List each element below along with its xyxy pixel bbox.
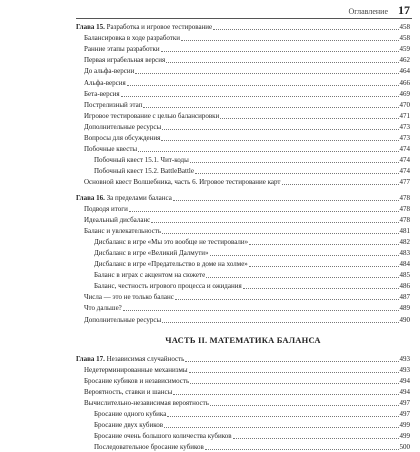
entry-page: 499 — [399, 421, 410, 430]
entry-page: 458 — [399, 34, 410, 43]
entry-page: 487 — [399, 293, 410, 302]
leader-dots — [213, 29, 398, 30]
toc-chapter-15 — [76, 21, 410, 32]
chapter-page: 478 — [399, 193, 410, 202]
toc-entry — [76, 236, 410, 247]
toc-entry — [76, 313, 410, 324]
leader-dots — [249, 266, 399, 267]
chapter-page: 458 — [399, 23, 410, 32]
toc-entry — [76, 132, 410, 143]
table-of-contents — [76, 21, 410, 452]
leader-dots — [181, 40, 398, 41]
entry-page: 474 — [399, 167, 410, 176]
entry-page: 499 — [399, 432, 410, 441]
entry-title: Бросание двух кубиков — [94, 421, 164, 430]
entry-title: Побочные квесты — [84, 145, 138, 154]
toc-entry — [76, 214, 410, 225]
entry-page: 470 — [399, 100, 410, 109]
entry-title: Основной квест Волшебника, часть 6. Игровое тестирование карт — [84, 178, 281, 187]
leader-dots — [161, 51, 399, 52]
toc-entry — [76, 121, 410, 132]
entry-page: 494 — [399, 387, 410, 396]
leader-dots — [164, 427, 398, 428]
entry-title: Бросание очень большого количества кубиков — [94, 432, 232, 441]
chapter-label: Глава 17. — [76, 354, 105, 363]
leader-dots — [185, 361, 398, 362]
leader-dots — [205, 449, 399, 450]
entry-page: 471 — [399, 111, 410, 120]
entry-title: Бросание одного кубика — [94, 410, 167, 419]
toc-chapter-16 — [76, 191, 410, 202]
entry-page: 483 — [399, 248, 410, 257]
entry-title: Что дальше? — [84, 304, 122, 313]
toc-entry — [76, 430, 410, 441]
toc-entry — [76, 99, 410, 110]
chapter-15-entries — [76, 32, 410, 187]
leader-dots — [282, 184, 399, 185]
running-head — [76, 2, 410, 16]
leader-dots — [127, 85, 399, 86]
toc-entry — [76, 225, 410, 236]
leader-dots — [143, 107, 398, 108]
entry-title: Ранние этапы разработки — [84, 45, 160, 54]
toc-entry — [76, 43, 410, 54]
entry-title: Баланс, честность игрового процесса и ожидания — [94, 282, 242, 291]
toc-entry — [76, 375, 410, 386]
entry-page: 473 — [399, 134, 410, 143]
entry-title: Идеальный дисбаланс — [84, 215, 151, 224]
entry-page: 459 — [399, 45, 410, 54]
chapter-label: Глава 15. — [76, 23, 105, 32]
entry-page: 474 — [399, 145, 410, 154]
entry-page: 484 — [399, 260, 410, 269]
entry-page: 478 — [399, 204, 410, 213]
toc-entry — [76, 397, 410, 408]
leader-dots — [162, 322, 398, 323]
leader-dots — [173, 394, 398, 395]
entry-title: Баланс в играх с акцентом на сюжете — [94, 271, 206, 280]
entry-title: Вычислительно-независимая вероятность — [84, 399, 209, 407]
toc-entry — [76, 269, 410, 280]
entry-page: 469 — [399, 89, 410, 98]
toc-entry — [76, 441, 410, 452]
part-heading: ЧАСТЬ II. МАТЕМАТИКА БАЛАНСА — [165, 334, 321, 345]
leader-dots — [210, 405, 399, 406]
toc-entry — [76, 302, 410, 313]
chapter-page: 493 — [399, 354, 410, 363]
leader-dots — [161, 140, 398, 141]
chapter-17-entries — [76, 364, 410, 452]
leader-dots — [138, 151, 398, 152]
entry-page: 497 — [399, 399, 410, 407]
toc-entry — [76, 280, 410, 291]
toc-entry — [76, 203, 410, 214]
entry-title: Дисбаланс в игре «Великий Далмути» — [94, 248, 209, 257]
toc-chapter-17 — [76, 353, 410, 364]
entry-title: Числа — это не только баланс — [84, 293, 174, 302]
toc-entry — [76, 408, 410, 419]
entry-page: 477 — [399, 178, 410, 187]
toc-entry — [76, 88, 410, 99]
entry-title: Пострелизный этап — [84, 100, 143, 109]
leader-dots — [190, 383, 398, 384]
toc-entry — [76, 291, 410, 302]
entry-page: 482 — [399, 237, 410, 246]
toc-entry — [76, 176, 410, 187]
leader-dots — [189, 372, 399, 373]
entry-title: Альфа-версия — [84, 78, 126, 87]
entry-title: Бросание кубиков и независимость — [84, 376, 190, 385]
entry-title: Побочный квест 15.1. Чит-коды — [94, 156, 189, 165]
running-head-title: Оглавление — [348, 7, 388, 16]
toc-entry — [76, 386, 410, 397]
entry-title: Игровое тестирование с целью балансировки — [84, 111, 220, 120]
leader-dots — [190, 162, 399, 163]
leader-dots — [173, 200, 399, 201]
leader-dots — [135, 73, 398, 74]
entry-title: Бета-версия — [84, 89, 120, 98]
entry-page: 474 — [399, 156, 410, 165]
leader-dots — [195, 173, 399, 174]
entry-page: 490 — [399, 315, 410, 324]
entry-page: 473 — [399, 122, 410, 131]
toc-entry — [76, 154, 410, 165]
leader-dots — [210, 255, 399, 256]
entry-title: До альфа-версии — [84, 67, 135, 76]
entry-title: Дополнительные ресурсы — [84, 315, 162, 324]
entry-page: 466 — [399, 78, 410, 87]
entry-page: 464 — [399, 67, 410, 76]
entry-title: Дополнительные ресурсы — [84, 122, 162, 131]
entry-page: 462 — [399, 56, 410, 65]
leader-dots — [166, 62, 398, 63]
leader-dots — [121, 96, 399, 97]
entry-page: 478 — [399, 215, 410, 224]
header-rule — [76, 18, 412, 19]
entry-page: 493 — [399, 365, 410, 374]
entry-title: Подводя итоги — [84, 204, 128, 213]
entry-title: Дисбаланс в игре «Предательство в доме на холме» — [94, 260, 248, 269]
chapter-16-entries — [76, 203, 410, 325]
toc-entry — [76, 165, 410, 176]
entry-title: Балансировка в ходе разработки — [84, 34, 181, 43]
entry-page: 485 — [399, 271, 410, 280]
leader-dots — [151, 222, 398, 223]
entry-page: 489 — [399, 304, 410, 313]
leader-dots — [233, 438, 399, 439]
chapter-title: Независимая случайность — [106, 354, 185, 363]
entry-title: Побочный квест 15.2. BattleBattle — [94, 167, 194, 176]
chapter-title: За пределами баланса — [106, 193, 172, 202]
page-number: 17 — [398, 3, 410, 17]
toc-entry — [76, 364, 410, 375]
leader-dots — [162, 233, 398, 234]
toc-entry — [76, 110, 410, 121]
entry-title: Недетерминированные механизмы — [84, 365, 188, 374]
toc-entry — [76, 76, 410, 87]
leader-dots — [167, 416, 398, 417]
leader-dots — [175, 299, 399, 300]
entry-page: 486 — [399, 282, 410, 291]
leader-dots — [129, 211, 399, 212]
leader-dots — [162, 129, 398, 130]
toc-entry — [76, 32, 410, 43]
chapter-title: Разработка и игровое тестирование — [106, 23, 213, 32]
leader-dots — [220, 118, 398, 119]
toc-entry — [76, 54, 410, 65]
toc-entry — [76, 247, 410, 258]
entry-title: Дисбаланс в игре «Мы это вообще не тестировали» — [94, 237, 249, 246]
chapter-label: Глава 16. — [76, 193, 105, 202]
entry-title: Баланс и увлекательность — [84, 226, 162, 235]
entry-page: 481 — [399, 226, 410, 235]
leader-dots — [243, 288, 399, 289]
toc-entry — [76, 258, 410, 269]
leader-dots — [123, 310, 399, 311]
entry-title: Вероятность, ставки и шансы — [84, 387, 173, 396]
entry-page: 494 — [399, 376, 410, 385]
leader-dots — [249, 244, 398, 245]
entry-title: Последовательное бросание кубиков — [94, 443, 204, 452]
toc-entry — [76, 65, 410, 76]
leader-dots — [206, 277, 398, 278]
entry-page: 497 — [399, 410, 410, 419]
entry-page: 500 — [399, 443, 410, 452]
toc-entry — [76, 419, 410, 430]
toc-entry — [76, 143, 410, 154]
entry-title: Вопросы для обсуждения — [84, 134, 161, 143]
entry-title: Первая играбельная версия — [84, 56, 166, 65]
